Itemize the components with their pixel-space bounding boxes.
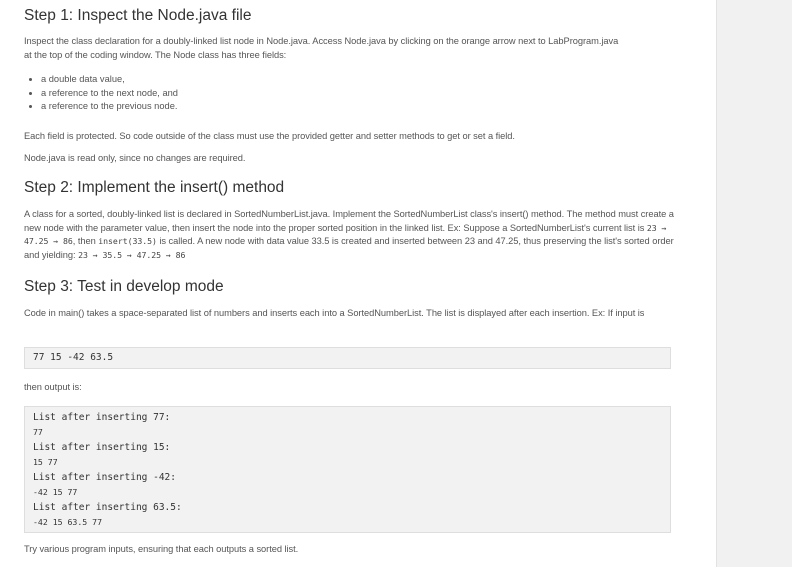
step2-text-a: A class for a sorted, doubly-linked list is declared in SortedNumberList.java. Implement the SortedNumberList class's insert() method. The method must create a new node with the parameter value, then insert the node into the proper sorted position in the linked list. Ex: Suppose a SortedNumberList's current list is	[24, 209, 674, 233]
step1-intro: Inspect the class declaration for a doubly-linked list node in Node.java. Access Node.java by clicking on the orange arrow next to LabProgram.java at the top of the coding window. The Node class has three fields:	[24, 36, 619, 60]
step2-paragraph	[24, 208, 674, 262]
output-line: List after inserting 15:	[33, 442, 171, 453]
node-fields-list	[24, 73, 641, 114]
step1-paragraph-readonly: Node.java is read only, since no changes are required.	[24, 153, 246, 163]
input-example-box	[24, 347, 671, 369]
output-line: 15 77	[33, 457, 58, 467]
step1-heading: Step 1: Inspect the Node.java file	[24, 7, 252, 24]
output-line: List after inserting 63.5:	[33, 502, 182, 513]
output-line: -42 15 77	[33, 487, 78, 497]
step2-text-b: , then	[72, 236, 99, 247]
then-output-label: then output is:	[24, 382, 82, 392]
field-item: • a double data value,	[41, 73, 641, 87]
result-list-code: 23 → 35.5 → 47.25 → 86	[78, 249, 186, 260]
output-line: List after inserting -42:	[33, 472, 176, 483]
input-example-code: 77 15 -42 63.5	[33, 352, 114, 363]
output-example-box	[24, 406, 671, 533]
step3-paragraph: Code in main() takes a space-separated list of numbers and inserts each into a SortedNumberList. The list is displayed after each insertion. Ex: If input is	[24, 308, 645, 318]
step3-heading: Step 3: Test in develop mode	[24, 278, 224, 295]
right-side-panel	[716, 0, 792, 567]
field-item: • a reference to the next node, and	[41, 87, 641, 101]
step2-text-c: is called. A new node with data value 33.5 is created and inserted between 23 and 47.25, thus preserving the list's sorted order and yielding:	[24, 236, 674, 260]
field-item: • a reference to the previous node.	[41, 100, 641, 114]
insert-call-code: insert(33.5)	[98, 236, 157, 247]
example-list-code: 23 → 47.25 → 86	[24, 222, 667, 247]
step1-paragraph-protected: Each field is protected. So code outside of the class must use the provided getter and setter methods to get or set a field.	[24, 131, 515, 141]
closing-paragraph: Try various program inputs, ensuring that each outputs a sorted list.	[24, 544, 299, 554]
output-line: -42 15 63.5 77	[33, 517, 103, 527]
output-line: List after inserting 77:	[33, 412, 171, 423]
output-line: 77	[33, 427, 43, 437]
step2-heading: Step 2: Implement the insert() method	[24, 179, 285, 196]
